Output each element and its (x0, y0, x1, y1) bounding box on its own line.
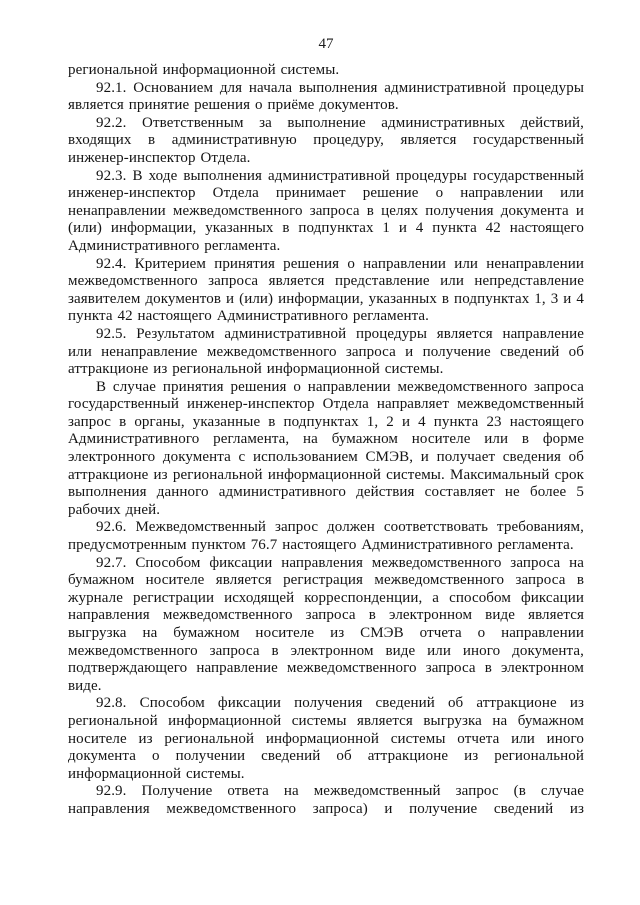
paragraph: 92.2. Ответственным за выполнение административных действий, входящих в административную процедуру, является государственный инженер-инспектор Отдела. (68, 114, 584, 166)
paragraph: 92.3. В ходе выполнения административной процедуры государственный инженер-инспектор Отдела принимает решение о направлении или ненаправлении межведомственного запроса в целях получения документа и (или) информации, указанных в подпунктах 1 и 4 пункта 42 настоящего Административного регламента. (68, 167, 584, 254)
paragraph: 92.4. Критерием принятия решения о направлении или ненаправлении межведомственного запроса является представление или непредставление заявителем документов и (или) информации, указанных в подпунктах 1, 3 и 4 пункта 42 настоящего Административного регламента. (68, 255, 584, 325)
paragraph: 92.6. Межведомственный запрос должен соответствовать требованиям, предусмотренным пунктом 76.7 настоящего Административного регламента. (68, 519, 584, 554)
paragraph: 92.1. Основанием для начала выполнения административной процедуры является принятие решения о приёме документов. (68, 79, 584, 114)
paragraph: 92.5. Результатом административной процедуры является направление или ненаправление межведомственного запроса и получение сведений об аттракционе из региональной информационной системы. (68, 325, 584, 378)
paragraph: региональной информационной системы. (68, 62, 340, 78)
paragraph: 92.7. Способом фиксации направления межведомственного запроса на бумажном носителе является регистрация межведомственного запроса в журнале регистрации исходящей корреспонденции, а способом фиксации направления межведомственного запроса в электронном виде является выгрузка на бумажном носителе из СМЭВ отчета о направлении межведомственного запроса в электронном виде или иного документа, подтверждающего направление межведомственного запроса в электронном виде. (68, 554, 584, 694)
paragraph: 92.9. Получение ответа на межведомственный запрос (в случае направления межведомственного запроса) и получение сведений из (68, 783, 584, 817)
paragraph: 92.8. Способом фиксации получения сведений об аттракционе из региональной информационной системы является выгрузка на бумажном носителе из региональной информационной системы отчета или иного документа о получении сведений об аттракционе из региональной информационной системы. (68, 695, 584, 782)
document-body (68, 62, 584, 819)
paragraph: В случае принятия решения о направлении межведомственного запроса государственный инженер-инспектор Отдела направляет межведомственный запрос в органы, указанные в подпунктах 1, 2 и 4 пункта 23 настоящего Административного регламента, на бумажном носителе или в форме электронного документа с использованием СМЭВ, и получает сведения об аттракционе из региональной информационной системы. Максимальный срок выполнения данного административного действия составляет не более 5 рабочих дней. (68, 378, 584, 518)
page-number: 47 (318, 36, 334, 52)
